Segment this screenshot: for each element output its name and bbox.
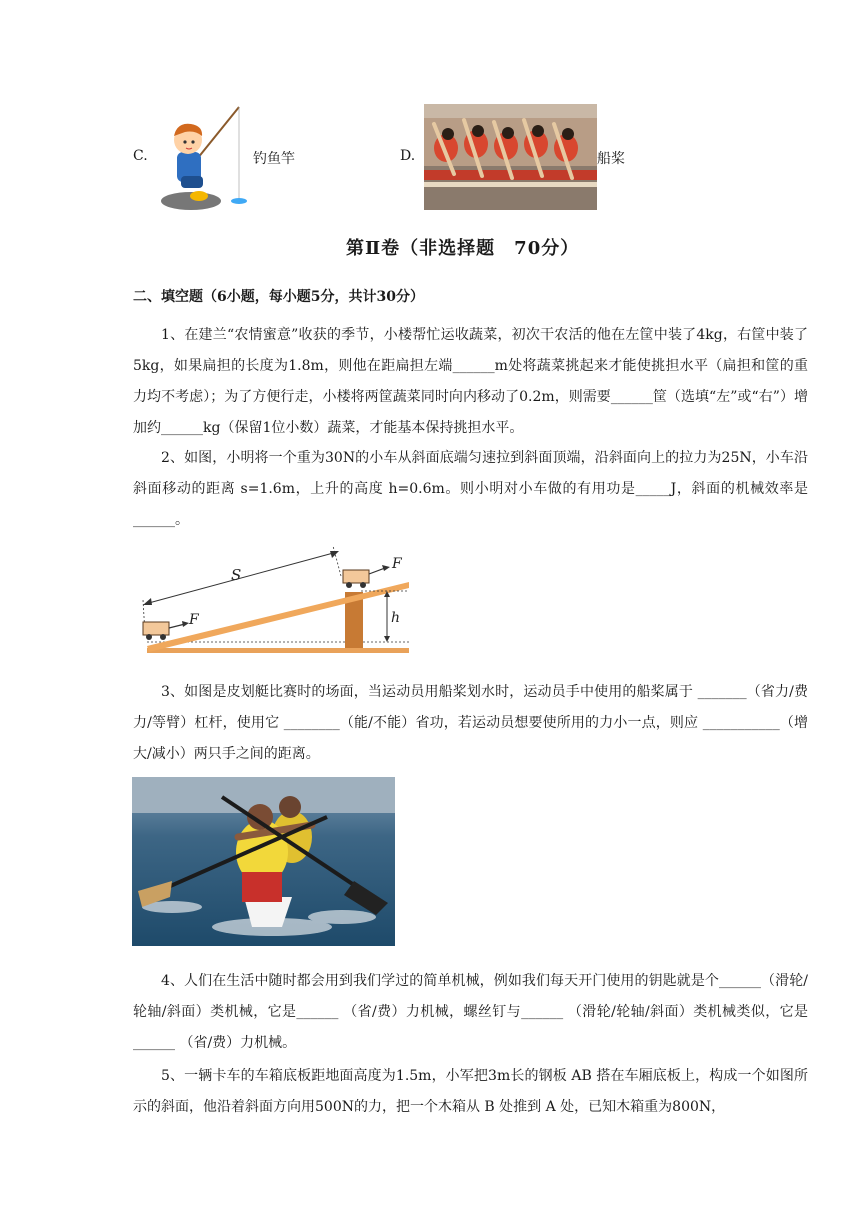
section-subtitle: 二、填空题（6小题，每小题5分，共计30分） — [133, 289, 424, 305]
incline-figure — [133, 540, 413, 662]
option-c-letter: C. — [133, 148, 148, 164]
f-label-bottom: F — [189, 612, 199, 628]
dragon-boat-image — [424, 104, 597, 210]
option-d-label: 船桨 — [597, 151, 625, 167]
question-1-text: 1、在建兰“农情蜜意”收获的季节，小楼帮忙运收蔬菜，初次干农活的他在左筐中装了4kg，右筐中装了5kg，如果扁担的长度为1.8m，则他在距扁担左端______m处将蔬菜挑起来才能使挑担水平（扁担和筐的重力均不考虑）；为了方便行走，小楼将两筐蔬菜同时向内移动了0.2m，则需要______筐（选填“左”或“右”）增加约______kg（保留1位小数）蔬菜，才能基本保持挑担水平。 — [133, 327, 808, 436]
question-2 — [133, 443, 808, 536]
option-d-letter: D. — [400, 148, 416, 164]
question-1 — [133, 320, 808, 444]
section-title: 第Ⅱ卷（非选择题 70分） — [346, 238, 580, 259]
kayak-race-photo — [132, 777, 395, 946]
question-3 — [133, 677, 808, 770]
top-cart — [343, 556, 403, 588]
question-5 — [133, 1061, 808, 1123]
question-2-text: 2、如图，小明将一个重为30N的小车从斜面底端匀速拉到斜面顶端，沿斜面向上的拉力为25N，小车沿斜面移动的距离 s=1.6m，上升的高度 h=0.6m。则小明对小车做的有用功是_____J，斜面的机械效率是______。 — [133, 450, 808, 528]
option-c-label: 钓鱼竿 — [253, 151, 295, 167]
fishing-boy-image — [155, 104, 253, 210]
question-5-text: 5、一辆卡车的车箱底板距地面高度为1.5m，小军把3m长的钢板 AB 搭在车厢底板上，构成一个如图所示的斜面，他沿着斜面方向用500N的力，把一个木箱从 B 处推到 A 处，已知木箱重为800N， — [133, 1068, 808, 1115]
question-4-text: 4、人们在生活中随时都会用到我们学过的简单机械，例如我们每天开门使用的钥匙就是个______（滑轮/轮轴/斜面）类机械，它是______ （省/费）力机械，螺丝钉与______ （滑轮/轮轴/斜面）类机械类似，它是______ （省/费）力机械。 — [133, 973, 808, 1051]
f-label-top: F — [392, 556, 402, 572]
question-4 — [133, 966, 808, 1059]
question-3-text: 3、如图是皮划艇比赛时的场面，当运动员用船桨划水时，运动员手中使用的船桨属于 _______（省力/费力/等臂）杠杆，使用它 ________（能/不能）省功，若运动员想要使所用的力小一点，则应 ___________（增大/减小）两只手之间的距离。 — [133, 684, 808, 762]
s-label: S — [231, 566, 242, 584]
h-label: h — [391, 610, 401, 626]
